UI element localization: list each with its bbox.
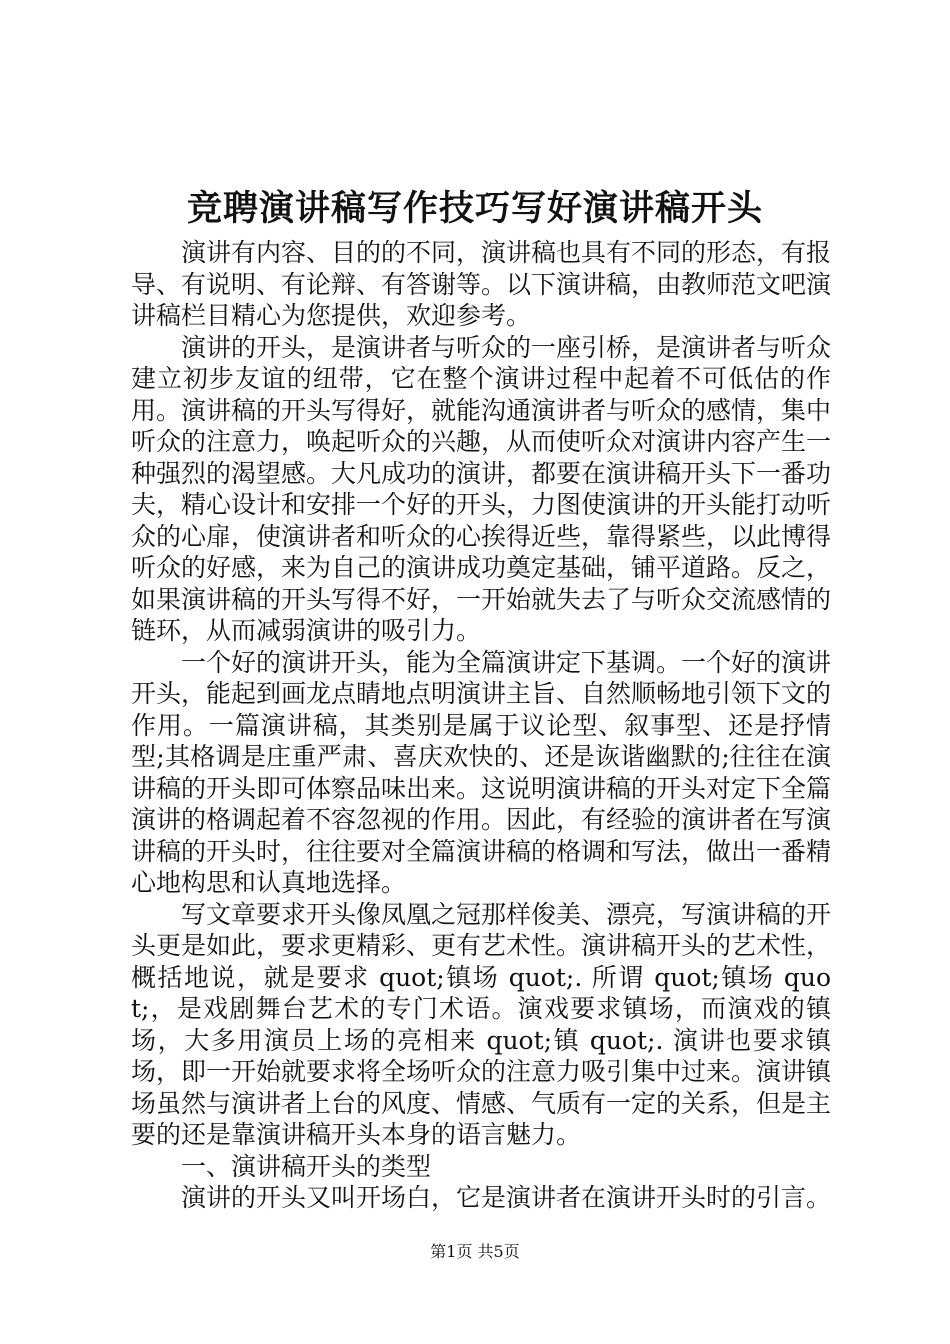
document-body — [131, 237, 831, 1214]
page-title: 竞聘演讲稿写作技巧写好演讲稿开头 — [186, 188, 763, 229]
paragraph-opening-importance: 演讲的开头，是演讲者与听众的一座引桥，是演讲者与听众建立初步友谊的纽带，它在整个演讲过程中起着不可低估的作用。演讲稿的开头写得好，就能沟通演讲者与听众的感情，集中听众的注意力，唤起听众的兴趣，从而使听众对演讲内容产生一种强烈的渴望感。大凡成功的演讲，都要在演讲稿开头下一番功夫，精心设计和安排一个好的开头，力图使演讲的开头能打动听众的心扉，使演讲者和听众的心挨得近些，靠得紧些，以此博得听众的好感，来为自己的演讲成功奠定基础，铺平道路。反之，如果演讲稿的开头写得不好，一开始就失去了与听众交流感情的链环，从而减弱演讲的吸引力。 — [131, 332, 832, 645]
section-heading: 一、演讲稿开头的类型 — [181, 1151, 432, 1181]
paragraph-artistry: 写文章要求开头像凤凰之冠那样俊美、漂亮，写演讲稿的开头更是如此，要求更精彩、更有艺术性。演讲稿开头的艺术性，概括地说，就是要求 quot;镇场 quot;. 所谓 quot;镇场 quot;，是戏剧舞台艺术的专门术语。演戏要求镇场，而演戏的镇场，大多用演员上场的亮相来 quot;镇 quot;. 演讲也要求镇场，即一开始就要求将全场听众的注意力吸引集中过来。演讲镇场虽然与演讲者上台的风度、情感、气质有一定的关系，但是主要的还是靠演讲稿开头本身的语言魅力。 — [131, 899, 832, 1149]
paragraph-tone-setting: 一个好的演讲开头，能为全篇演讲定下基调。一个好的演讲开头，能起到画龙点睛地点明演讲主旨、自然顺畅地引领下文的作用。一篇演讲稿，其类别是属于议论型、叙事型、还是抒情型;其格调是庄重严肃、喜庆欢快的、还是诙谐幽默的;往往在演讲稿的开头即可体察品味出来。这说明演讲稿的开头对定下全篇演讲的格调起着不容忽视的作用。因此，有经验的演讲者在写演讲稿的开头时，往往要对全篇演讲稿的格调和写法，做出一番精心地构思和认真地选择。 — [131, 647, 832, 897]
paragraph-intro: 演讲有内容、目的的不同，演讲稿也具有不同的形态，有报导、有说明、有论辩、有答谢等。以下演讲稿，由教师范文吧演讲稿栏目精心为您提供，欢迎参考。 — [131, 238, 832, 330]
page-number-indicator: 第1页 共5页 — [430, 1242, 520, 1261]
paragraph-opening-definition: 演讲的开头又叫开场白，它是演讲者在演讲开头时的引言。 — [181, 1183, 832, 1212]
